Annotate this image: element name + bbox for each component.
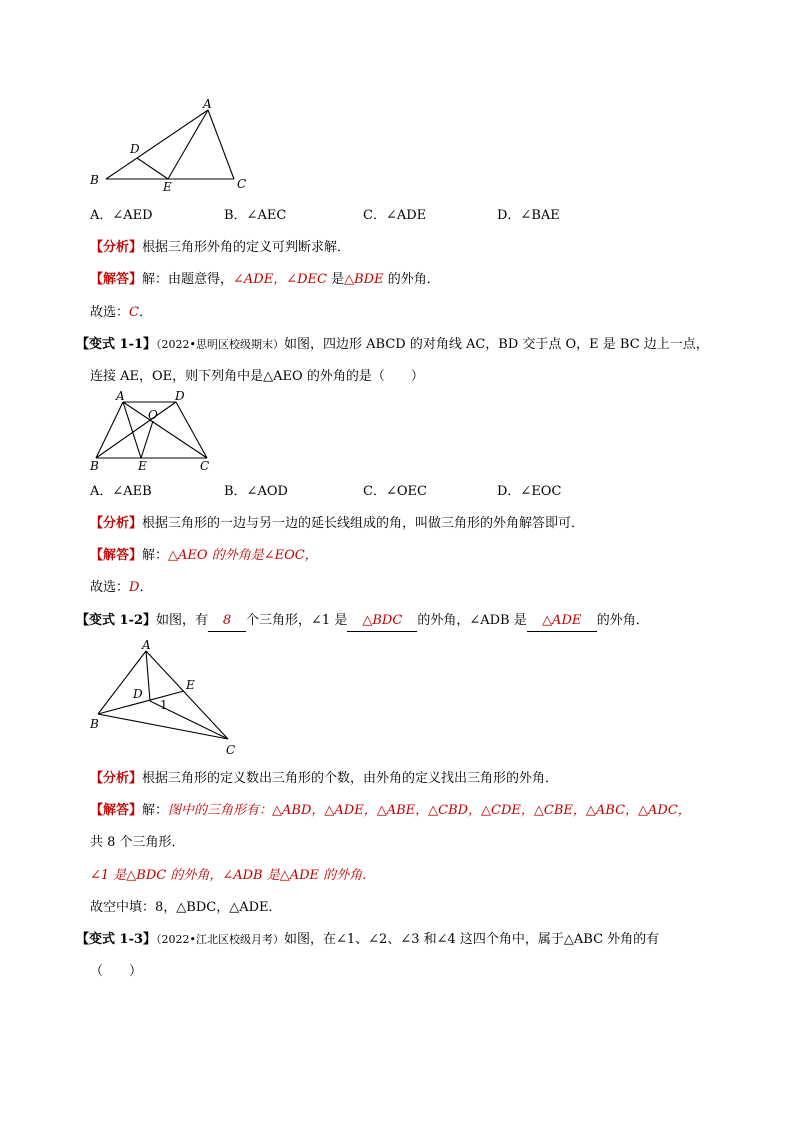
answer-triangles: 图中的三角形有：△ABD，△ADE，△ABE，△CBD，△CDE，△CBE，△ABC，△ADC， (168, 803, 691, 818)
label-e: E (138, 459, 147, 473)
choice-suffix: ． (138, 305, 152, 320)
label-angle-1: 1 (160, 698, 168, 712)
stem-d: 的外角． (596, 613, 649, 628)
analysis-text: 根据三角形的定义数出三角形的个数，由外角的定义找出三角形的外角． (142, 771, 559, 786)
segment-ab (106, 110, 208, 179)
choice-prefix: 故选： (90, 580, 130, 595)
answer-line (90, 270, 440, 290)
blank-count-value: 8 (222, 613, 232, 628)
variant-1-3-stem1: 如图，在∠1、∠2、∠3 和∠4 这四个角中，属于△ABC 外角的有 (284, 932, 660, 947)
answer-prefix: 解：由题意得， (142, 272, 234, 287)
answer-tag: 【解答】 (90, 803, 143, 818)
label-a: A (116, 390, 125, 403)
blank-triangle-2 (527, 611, 597, 632)
option-b: B．∠AEC (224, 208, 287, 223)
choice-line (90, 303, 152, 323)
answer-triangle: △BDE (344, 272, 384, 287)
blank-count (208, 611, 246, 632)
variant-1-3-tag: 【变式 1-3】 (76, 932, 157, 947)
choice-suffix: ． (139, 580, 153, 595)
answer-tag: 【解答】 (90, 272, 143, 287)
variant-1-1-line1 (76, 335, 709, 355)
answer-prefix: 解： (142, 548, 169, 563)
stem-a: 如图，有 (156, 613, 209, 628)
answer-tag: 【解答】 (90, 548, 143, 563)
answer-line (90, 801, 691, 821)
choice-value: D (129, 580, 140, 595)
label-d: D (133, 687, 143, 701)
variant-1-2-line (76, 611, 649, 632)
variant-1-3-line1 (76, 930, 659, 950)
analysis-text: 根据三角形外角的定义可判断求解． (142, 240, 351, 255)
analysis-tag: 【分析】 (90, 771, 143, 786)
analysis-tag: 【分析】 (90, 516, 143, 531)
label-e: E (186, 678, 195, 692)
stem-b: 个三角形，∠1 是 (246, 613, 348, 628)
analysis-line (90, 514, 584, 534)
stem-c: 的外角，∠ADB 是 (417, 613, 527, 628)
variant-1-3-line2: （ ） (90, 964, 143, 979)
option-c: C．∠ADE (363, 208, 427, 223)
choice-line (90, 578, 152, 598)
segment-ac (208, 110, 234, 179)
choice-value: C (129, 305, 139, 320)
label-a: A (142, 638, 151, 652)
option-a: A．∠AED (90, 208, 153, 223)
analysis-line (90, 769, 558, 789)
analysis-tag: 【分析】 (90, 240, 143, 255)
label-d: D (175, 390, 185, 403)
segment-ab (98, 651, 146, 714)
label-o: O (148, 408, 158, 422)
choice-prefix: 故选： (90, 305, 130, 320)
analysis-line (90, 238, 350, 258)
variant-1-3-source: （2022•江北区校级月考） (156, 933, 284, 946)
segment-ae (123, 402, 141, 458)
option-d: D．∠EOC (497, 484, 562, 499)
answer-angles: ∠ADE，∠DEC (233, 272, 327, 287)
label-b: B (90, 717, 99, 731)
option-d: D．∠BAE (497, 208, 560, 223)
segment-ad (146, 651, 150, 701)
segment-oe (141, 421, 153, 458)
blank-triangle-2-value: △ADE (542, 613, 582, 628)
count-line: 共 8 个三角形． (90, 835, 185, 850)
segment-dc (176, 402, 207, 458)
segment-ae (168, 110, 208, 179)
label-e: E (163, 180, 172, 194)
fill-line: 故空中填：8，△BDC，△ADE． (90, 900, 282, 915)
variant-1-1-line2: 连接 AE，OE，则下列角中是△AEO 的外角的是（ ） (90, 369, 424, 384)
option-a: A．∠AEB (90, 484, 152, 499)
label-b: B (90, 459, 99, 473)
segment-de (137, 158, 168, 179)
angle-line: ∠1 是△BDC 的外角，∠ADB 是△ADE 的外角． (90, 868, 376, 883)
blank-triangle-1 (347, 611, 417, 632)
label-d: D (130, 142, 140, 156)
figure-triangle-abc-with-de (86, 636, 246, 761)
variant-1-2-tag: 【变式 1-2】 (76, 613, 157, 628)
label-c: C (237, 177, 247, 191)
answer-suffix: 的外角． (383, 272, 440, 287)
segment-ab (96, 402, 123, 458)
label-c: C (226, 743, 236, 757)
variant-1-1-tag: 【变式 1-1】 (76, 337, 157, 352)
option-c: C．∠OEC (363, 484, 427, 499)
label-a: A (203, 97, 212, 111)
variant-1-1-stem1: 如图，四边形 ABCD 的对角线 AC，BD 交于点 O，E 是 BC 边上一点， (284, 337, 709, 352)
answer-prefix: 解： (142, 803, 169, 818)
answer-line (90, 546, 318, 566)
answer-body: △AEO 的外角是∠EOC， (168, 548, 318, 563)
figure-quadrilateral-abcd (86, 390, 226, 475)
variant-1-1-source: （2022•思明区校级期末） (156, 338, 284, 351)
label-b: B (90, 173, 99, 187)
figure-triangle-abc (86, 96, 256, 196)
label-c: C (200, 459, 210, 473)
analysis-text: 根据三角形的一边与另一边的延长线组成的角，叫做三角形的外角解答即可． (142, 516, 585, 531)
option-b: B．∠AOD (224, 484, 288, 499)
answer-mid: 是 (326, 272, 345, 287)
blank-triangle-1-value: △BDC (362, 613, 403, 628)
